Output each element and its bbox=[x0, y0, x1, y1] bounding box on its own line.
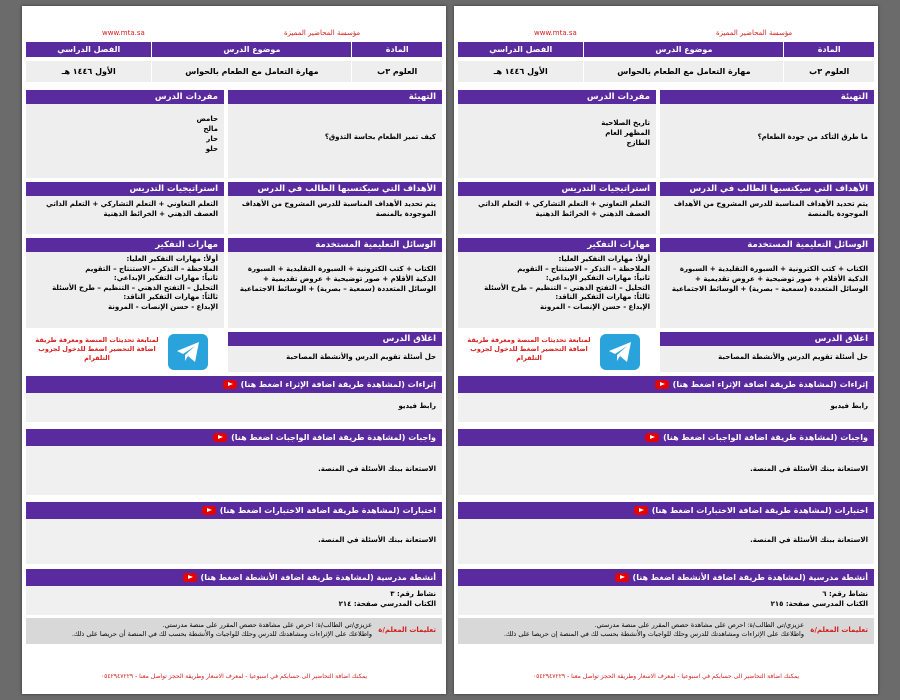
activities-header[interactable] bbox=[26, 569, 442, 586]
teacher-instructions-line1: عزيزي/تي الطالب/ة: احرص على مشاهدة حصص المقرر على منصة مدرستي. bbox=[594, 621, 804, 629]
homework-text: الاستعانة ببنك الأسئلة في المنصة. bbox=[318, 465, 436, 473]
term-value: الأول ١٤٤٦ هـ bbox=[61, 67, 116, 76]
homework-header-text: واجبات (لمشاهدة طريقة اضافة الواجبات اضغط هنا) bbox=[231, 433, 436, 442]
thinking-critical-list: الإبداع - حسن الإنصات - المرونة bbox=[107, 302, 218, 311]
closing-box bbox=[228, 332, 442, 372]
tests-header-text: اختبارات (لمشاهدة طريقة اضافة الاختبارات اضغط هنا) bbox=[219, 506, 436, 515]
tools-text: الكتاب + كتب الكترونية + السبورة التقليدية + السبورة الذكية الأقلام + صور توضيحية + عروض تقديمية + الوسائل المتعددة (سمعية – بصرية) + الوسائط الاجتماعية bbox=[671, 265, 868, 293]
enrichment-header-text: إثراءات (لمشاهدة طريقة اضافة الإثراء اضغط هنا) bbox=[240, 380, 436, 389]
homework-text: الاستعانة ببنك الأسئلة في المنصة. bbox=[750, 465, 868, 473]
term-value: الأول ١٤٤٦ هـ bbox=[493, 67, 548, 76]
activities-header-text: أنشطة مدرسية (لمشاهدة طريقة اضافة الأنشطة اضغط هنا) bbox=[200, 573, 436, 582]
teacher-instructions-line1: عزيزي/تي الطالب/ة: احرص على مشاهدة حصص المقرر على منصة مدرستي. bbox=[162, 621, 372, 629]
vocab-item: المظهر العام bbox=[605, 129, 650, 137]
vocab-item: الطازج bbox=[626, 139, 650, 147]
homework-section bbox=[26, 429, 442, 495]
vocab-item: مالح bbox=[203, 125, 218, 133]
intro-text: كيف تميز الطعام بحاسة التذوق؟ bbox=[324, 133, 436, 141]
subject-value: العلوم ٣ب bbox=[377, 67, 418, 76]
enrichment-section bbox=[26, 376, 442, 422]
tests-header[interactable] bbox=[458, 502, 874, 519]
thinking-creative-list: التحليل – التفتح الذهني – التنظيم – طرح الأسئلة bbox=[52, 283, 218, 292]
tools-box bbox=[228, 238, 442, 328]
intro-header: التهيئة bbox=[228, 90, 442, 104]
telegram-icon[interactable] bbox=[600, 334, 640, 370]
strategies-header: استراتيجيات التدريس bbox=[458, 182, 656, 196]
site-url[interactable]: www.mta.sa bbox=[102, 29, 145, 37]
footer-note: يمكنك اضافة التحاضير الى حسابكم في اسبوعيا - لمعرف الاسعار وطريقة الحجز تواصل معنا - ٠٥٤٢٩٤٧٢٢٩ bbox=[532, 673, 800, 680]
enrichment-header[interactable] bbox=[26, 376, 442, 393]
thinking-critical-title: ثالثاً: مهارات التفكير الناقد: bbox=[123, 293, 218, 301]
thinking-higher-title: أولاً: مهارات التفكير العليا: bbox=[558, 255, 650, 263]
youtube-icon[interactable] bbox=[183, 573, 197, 582]
homework-header[interactable] bbox=[26, 429, 442, 446]
goals-box bbox=[228, 182, 442, 234]
intro-box bbox=[660, 90, 874, 178]
youtube-icon[interactable] bbox=[213, 433, 227, 442]
org-name: مؤسسة المحاضير المميزة bbox=[284, 29, 361, 37]
book-page: الكتاب المدرسي صفحة: ٢١٥ bbox=[770, 600, 868, 608]
telegram-icon[interactable] bbox=[168, 334, 208, 370]
homework-header[interactable] bbox=[458, 429, 874, 446]
youtube-icon[interactable] bbox=[202, 506, 216, 515]
tests-section bbox=[26, 502, 442, 564]
enrichment-text: رابط فيديو bbox=[398, 402, 436, 410]
thinking-header: مهارات التفكير bbox=[458, 238, 656, 252]
vocab-header: مفردات الدرس bbox=[26, 90, 224, 104]
thinking-header: مهارات التفكير bbox=[26, 238, 224, 252]
closing-header: اغلاق الدرس bbox=[660, 332, 874, 346]
youtube-icon[interactable] bbox=[645, 433, 659, 442]
topic-value: مهارة التعامل مع الطعام بالحواس bbox=[151, 61, 352, 82]
activity-number: نشاط رقم: ٣ bbox=[390, 590, 436, 598]
strategies-header: استراتيجيات التدريس bbox=[26, 182, 224, 196]
lesson-info-table bbox=[26, 42, 442, 82]
topic-label: موضوع الدرس bbox=[151, 42, 352, 57]
lesson-page-2 bbox=[454, 6, 878, 694]
strategies-box bbox=[26, 182, 224, 234]
teacher-instructions-label: تعليمات المعلم/ة bbox=[810, 626, 868, 634]
activities-section bbox=[458, 569, 874, 615]
vocab-item: تاريخ الصلاحية bbox=[601, 119, 650, 127]
telegram-notice[interactable]: لمتابعة تحديثات المنصة ومعرفة طريقة اضافة التحضير اضغط للدخول لجروب التلقرام bbox=[467, 336, 591, 362]
goals-box bbox=[660, 182, 874, 234]
activity-number: نشاط رقم: ٦ bbox=[822, 590, 868, 598]
vocab-item: حار bbox=[206, 135, 218, 143]
strategies-box bbox=[458, 182, 656, 234]
thinking-higher-title: أولاً: مهارات التفكير العليا: bbox=[126, 255, 218, 263]
thinking-creative-title: ثانياً: مهارات التفكير الإبداعي: bbox=[545, 274, 650, 282]
topic-label: موضوع الدرس bbox=[583, 42, 784, 57]
teacher-instructions bbox=[26, 618, 442, 644]
goals-text: يتم تحديد الأهداف المناسبة للدرس المشروح من الأهداف الموجودة بالمنصة bbox=[241, 200, 436, 218]
subject-value: العلوم ٣ب bbox=[809, 67, 850, 76]
enrichment-header-text: إثراءات (لمشاهدة طريقة اضافة الإثراء اضغط هنا) bbox=[672, 380, 868, 389]
subject-label: المادة bbox=[817, 45, 841, 54]
youtube-icon[interactable] bbox=[223, 380, 237, 389]
thinking-critical-list: الإبداع - حسن الإنصات - المرونة bbox=[539, 302, 650, 311]
homework-header-text: واجبات (لمشاهدة طريقة اضافة الواجبات اضغط هنا) bbox=[663, 433, 868, 442]
youtube-icon[interactable] bbox=[634, 506, 648, 515]
lesson-info-table bbox=[458, 42, 874, 82]
closing-header: اغلاق الدرس bbox=[228, 332, 442, 346]
telegram-notice[interactable]: لمتابعة تحديثات المنصة ومعرفة طريقة اضافة التحضير اضغط للدخول لجروب التلقرام bbox=[35, 336, 159, 362]
vocab-item: حامض bbox=[196, 115, 218, 123]
lesson-page-1 bbox=[22, 6, 446, 694]
tools-text: الكتاب + كتب الكترونية + السبورة التقليدية + السبورة الذكية الأقلام + صور توضيحية + عروض تقديمية + الوسائل المتعددة (سمعية – بصرية) + الوسائط الاجتماعية bbox=[239, 265, 436, 293]
strategies-text: التعلم التعاوني + التعلم التشاركي + التعلم الذاتي العصف الذهني + الخرائط الذهنية bbox=[46, 200, 218, 218]
enrichment-section bbox=[458, 376, 874, 422]
thinking-box bbox=[458, 238, 656, 328]
goals-header: الأهداف التي سيكتسبها الطالب في الدرس bbox=[228, 182, 442, 196]
teacher-instructions-label: تعليمات المعلم/ة bbox=[378, 626, 436, 634]
intro-header: التهيئة bbox=[660, 90, 874, 104]
goals-header: الأهداف التي سيكتسبها الطالب في الدرس bbox=[660, 182, 874, 196]
youtube-icon[interactable] bbox=[655, 380, 669, 389]
activities-header[interactable] bbox=[458, 569, 874, 586]
closing-box bbox=[660, 332, 874, 372]
strategies-text: التعلم التعاوني + التعلم التشاركي + التعلم الذاتي العصف الذهني + الخرائط الذهنية bbox=[478, 200, 650, 218]
term-label: الفصل الدراسي bbox=[57, 45, 121, 54]
teacher-instructions-line2: واطلاعك على الإثراءات ومشاهدتك للدرس وحلك للواجبات والأنشطة بحسب لك في المنصة أن حريصا على ذلك. bbox=[71, 630, 372, 638]
thinking-creative-list: التحليل – التفتح الذهني – التنظيم – طرح الأسئلة bbox=[484, 283, 650, 292]
org-name: مؤسسة المحاضير المميزة bbox=[716, 29, 793, 37]
thinking-box bbox=[26, 238, 224, 328]
book-page: الكتاب المدرسي صفحة: ٢١٤ bbox=[338, 600, 436, 608]
activities-header-text: أنشطة مدرسية (لمشاهدة طريقة اضافة الأنشطة اضغط هنا) bbox=[632, 573, 868, 582]
vocab-item: حلو bbox=[205, 145, 218, 153]
closing-text: حل أسئلة تقويم الدرس والأنشطة المصاحبة bbox=[718, 353, 868, 361]
tests-header-text: اختبارات (لمشاهدة طريقة اضافة الاختبارات اضغط هنا) bbox=[651, 506, 868, 515]
thinking-higher-list: الملاحظة – التذكر – الاستنتاج – التقويم bbox=[85, 264, 218, 273]
tools-header: الوسائل التعليمية المستخدمة bbox=[228, 238, 442, 252]
thinking-creative-title: ثانياً: مهارات التفكير الإبداعي: bbox=[113, 274, 218, 282]
thinking-higher-list: الملاحظة – التذكر – الاستنتاج – التقويم bbox=[517, 264, 650, 273]
tests-text: الاستعانة ببنك الأسئلة في المنصة. bbox=[750, 536, 868, 544]
activities-section bbox=[26, 569, 442, 615]
intro-text: ما طرق التأكد من جودة الطعام؟ bbox=[757, 133, 868, 141]
tests-header[interactable] bbox=[26, 502, 442, 519]
intro-box bbox=[228, 90, 442, 178]
site-url[interactable]: www.mta.sa bbox=[534, 29, 577, 37]
vocab-box bbox=[458, 90, 656, 178]
youtube-icon[interactable] bbox=[615, 573, 629, 582]
closing-text: حل أسئلة تقويم الدرس والأنشطة المصاحبة bbox=[286, 353, 436, 361]
subject-label: المادة bbox=[385, 45, 409, 54]
tools-box bbox=[660, 238, 874, 328]
tests-text: الاستعانة ببنك الأسئلة في المنصة. bbox=[318, 536, 436, 544]
teacher-instructions-line2: واطلاعك على الإثراءات ومشاهدتك للدرس وحلك للواجبات والأنشطة بحسب لك في المنصة إن حريصا على ذلك. bbox=[503, 630, 804, 638]
footer-note: يمكنك اضافة التحاضير الى حسابكم في اسبوعيا - لمعرف الاسعار وطريقة الحجز تواصل معنا - ٠٥٤٢٩٤٧٢٢٩ bbox=[100, 673, 368, 680]
enrichment-text: رابط فيديو bbox=[830, 402, 868, 410]
teacher-instructions bbox=[458, 618, 874, 644]
homework-section bbox=[458, 429, 874, 495]
goals-text: يتم تحديد الأهداف المناسبة للدرس المشروح من الأهداف الموجودة بالمنصة bbox=[673, 200, 868, 218]
term-label: الفصل الدراسي bbox=[489, 45, 553, 54]
vocab-header: مفردات الدرس bbox=[458, 90, 656, 104]
enrichment-header[interactable] bbox=[458, 376, 874, 393]
vocab-box bbox=[26, 90, 224, 178]
tools-header: الوسائل التعليمية المستخدمة bbox=[660, 238, 874, 252]
thinking-critical-title: ثالثاً: مهارات التفكير الناقد: bbox=[555, 293, 650, 301]
tests-section bbox=[458, 502, 874, 564]
topic-value: مهارة التعامل مع الطعام بالحواس bbox=[583, 61, 784, 82]
